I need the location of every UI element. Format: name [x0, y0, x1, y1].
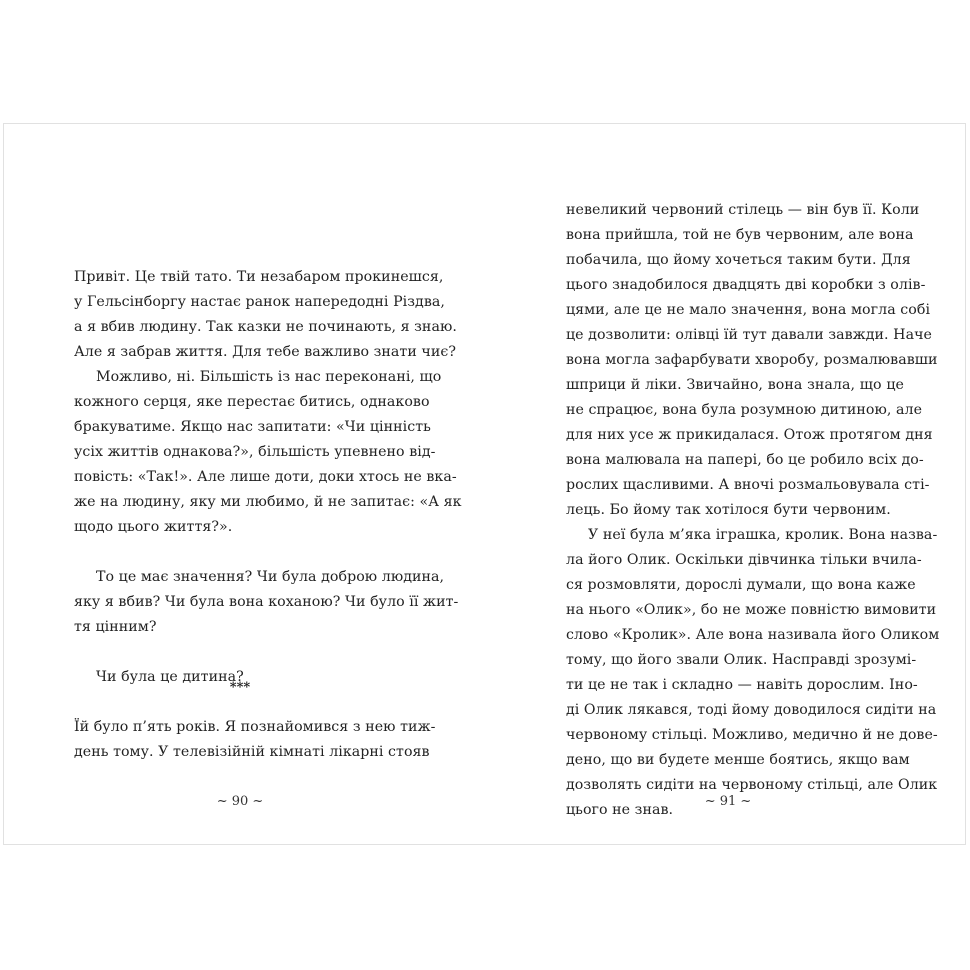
text-line: дено, що ви будете менше боятись, якщо вам	[566, 752, 910, 768]
text-line: день тому. У телевізійній кімнаті лікарні стояв	[74, 744, 430, 760]
text-line: щодо цього життя?».	[74, 519, 233, 535]
text-line: Чи була це дитина?	[96, 669, 244, 685]
text-line: же на людину, яку ми любимо, й не запитає: «А як	[74, 494, 462, 510]
left-page	[4, 124, 484, 844]
text-line: рослих щасливими. А вночі розмальовувала сті-	[566, 477, 930, 493]
text-line: червоному стільці. Можливо, медично й не дове-	[566, 727, 938, 743]
text-line: вона малювала на папері, бо це робило всіх до-	[566, 452, 924, 468]
text-line: слово «Кролик». Але вона називала його Оликом	[566, 627, 940, 643]
text-line: вона могла зафарбувати хворобу, розмалювавши	[566, 352, 938, 368]
text-line: У неї була м’яка іграшка, кролик. Вона назва-	[588, 527, 938, 543]
text-line: ся розмовляти, дорослі думали, що вона каже	[566, 577, 916, 593]
right-page	[484, 124, 967, 844]
text-line: Їй було п’ять років. Я познайомився з нею тиж-	[74, 719, 436, 735]
text-line: у Гельсінборгу настає ранок напередодні Різдва,	[74, 294, 445, 310]
text-line: а я вбив людину. Так казки не починають, я знаю.	[74, 319, 457, 335]
text-line: усіх життів однакова?», більшість упевнено від-	[74, 444, 436, 460]
text-line: ді Олик лякався, тоді йому доводилося сидіти на	[566, 702, 937, 718]
text-line: побачила, що йому хочеться таким бути. Для	[566, 252, 911, 268]
text-line: кожного серця, яке перестає битись, однаково	[74, 394, 430, 410]
text-line: тому, що його звали Олик. Насправді зрозумі-	[566, 652, 917, 668]
text-line: вона прийшла, той не був червоним, але вона	[566, 227, 914, 243]
text-line: То це має значення? Чи була доброю людина,	[96, 569, 445, 585]
text-line: для них усе ж прикидалася. Отож протягом дня	[566, 427, 933, 443]
text-line: це дозволити: олівці їй тут давали завжди. Наче	[566, 327, 932, 343]
scene-break: ***	[229, 680, 251, 695]
book-spread	[3, 123, 966, 845]
text-line: ла його Олик. Оскільки дівчинка тільки вчила-	[566, 552, 922, 568]
text-line: цями, але це не мало значення, вона могла собі	[566, 302, 931, 318]
text-line: бракуватиме. Якщо нас запитати: «Чи цінність	[74, 419, 431, 435]
text-line: Привіт. Це твій тато. Ти незабаром прокинешся,	[74, 269, 444, 285]
text-line: Можливо, ні. Більшість із нас переконані, що	[96, 369, 442, 385]
text-line: ти це не так і складно — навіть дорослим. Іно-	[566, 677, 918, 693]
text-line: невеликий червоний стілець — він був її. Коли	[566, 202, 920, 218]
text-line: лець. Бо йому так хотілося бути червоним.	[566, 502, 891, 518]
text-line: не спрацює, вона була розумною дитиною, але	[566, 402, 923, 418]
text-line: яку я вбив? Чи була вона коханою? Чи було її жит-	[74, 594, 459, 610]
text-line: цього знадобилося двадцять дві коробки з олів-	[566, 277, 926, 293]
text-line: шприци й ліки. Звичайно, вона знала, що це	[566, 377, 904, 393]
text-line: повість: «Так!». Але лише доти, доки хтось не вка-	[74, 469, 457, 485]
page-number: ~ 91 ~	[704, 794, 752, 809]
text-line: на нього «Олик», бо не може повністю вимовити	[566, 602, 937, 618]
page-number: ~ 90 ~	[216, 794, 264, 809]
text-line: Але я забрав життя. Для тебе важливо знати чиє?	[74, 344, 456, 360]
text-line: тя цінним?	[74, 619, 157, 635]
text-line: дозволять сидіти на червоному стільці, але Олик	[566, 777, 938, 793]
text-line: цього не знав.	[566, 802, 674, 818]
